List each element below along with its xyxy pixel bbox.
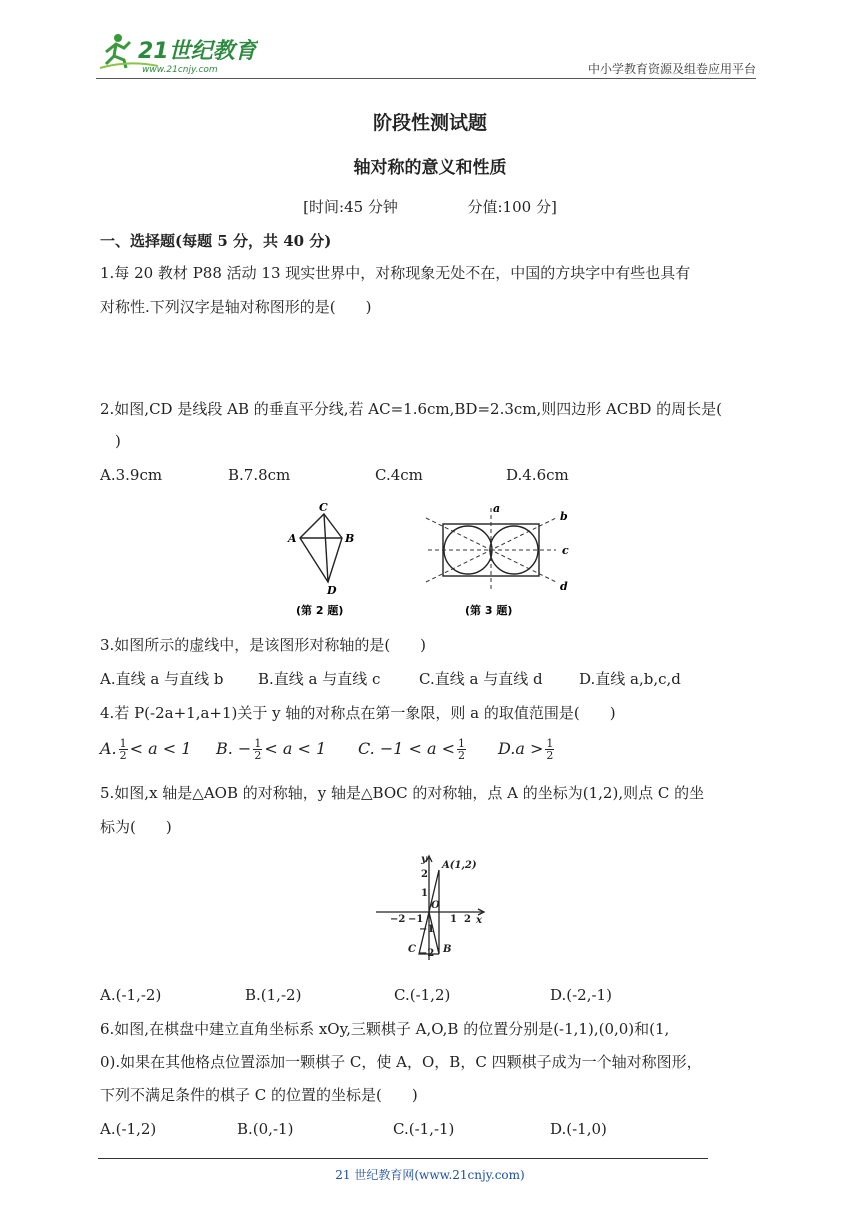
q3-option-d: D.直线 a,b,c,d — [579, 670, 681, 688]
q1-line2: 对称性.下列汉字是轴对称图形的是( ) — [100, 298, 372, 316]
section-heading: 一、选择题(每题 5 分，共 40 分) — [100, 232, 332, 250]
platform-name: 中小学教育资源及组卷应用平台 — [587, 62, 756, 76]
line-label-a: a — [493, 502, 501, 515]
line-label-d: d — [560, 580, 568, 593]
line-label-c: c — [562, 544, 569, 557]
q5-option-c: C.(-1,2) — [394, 986, 451, 1004]
q5-line2: 标为( ) — [100, 818, 172, 836]
q6-line1: 6.如图,在棋盘中建立直角坐标系 xOy,三颗棋子 A,O,B 的位置分别是(-1,1),(0,0)和(1, — [100, 1020, 670, 1038]
tick-x-neg1: −1 — [408, 914, 424, 925]
q6-option-c: C.(-1,-1) — [393, 1120, 455, 1138]
q4-line1: 4.若 P(-2a+1,a+1)关于 y 轴的对称点在第一象限，则 a 的取值范围是( ) — [100, 704, 616, 722]
q3-option-c: C.直线 a 与直线 d — [419, 670, 543, 688]
kite-label-c: C — [319, 501, 328, 514]
kite-label-a: A — [288, 532, 297, 545]
q2-option-b: B.7.8cm — [228, 466, 291, 484]
page-title: 阶段性测试题 — [372, 112, 487, 134]
tick-x-2: 2 — [464, 914, 471, 925]
tick-y-2: 2 — [421, 869, 428, 880]
origin-label: O — [431, 900, 440, 911]
tick-y-neg2: −2 — [419, 948, 435, 959]
coordinate-figure-q5 — [372, 852, 492, 966]
exam-meta — [0, 196, 860, 217]
point-b-label: B — [443, 944, 452, 955]
kite-label-b: B — [345, 532, 355, 545]
q3-option-b: B.直线 a 与直线 c — [258, 670, 381, 688]
footer-link[interactable]: 21 世纪教育网(www.21cnjy.com) — [335, 1168, 525, 1182]
q4-option-d: D.a > $\frac{1}{2}$ — [498, 737, 554, 762]
axis-label-x: x — [476, 915, 482, 926]
q5-option-a: A.(-1,-2) — [100, 986, 162, 1004]
q2-line1: 2.如图,CD 是线段 AB 的垂直平分线,若 AC=1.6cm,BD=2.3cm,则四边形 ACBD 的周长是( — [100, 400, 723, 418]
q6-option-b: B.(0,-1) — [237, 1120, 294, 1138]
header-divider — [96, 78, 756, 79]
svg-text:www.21cnjy.com: www.21cnjy.com — [142, 65, 218, 75]
q4-option-c: C. −1 < a < $\frac{1}{2}$ — [358, 737, 466, 762]
tick-y-1: 1 — [421, 888, 428, 899]
q1-line1: 1.每 20 教材 P88 活动 13 现实世界中，对称现象无处不在，中国的方块字中有些也具有 — [100, 264, 691, 282]
q2-option-c: C.4cm — [375, 466, 423, 484]
fig2-caption: (第 2 题) — [296, 604, 344, 617]
exam-score: 分值:100 分] — [467, 198, 557, 216]
q6-option-a: A.(-1,2) — [100, 1120, 157, 1138]
site-logo — [98, 30, 258, 78]
exam-time: [时间:45 分钟 — [303, 198, 398, 216]
q2-option-d: D.4.6cm — [506, 466, 569, 484]
q5-option-d: D.(-2,-1) — [550, 986, 612, 1004]
svg-text:21世纪教育: 21世纪教育 — [138, 39, 257, 64]
q5-line1: 5.如图,x 轴是△AOB 的对称轴，y 轴是△BOC 的对称轴，点 A 的坐标为(1,2),则点 C 的坐 — [100, 784, 705, 802]
tick-x-1: 1 — [450, 914, 457, 925]
fig3-caption: (第 3 题) — [465, 604, 513, 617]
kite-figure — [300, 514, 342, 582]
tick-x-neg2: −2 — [390, 914, 406, 925]
symmetry-lines — [426, 508, 556, 590]
line-label-b: b — [560, 510, 568, 523]
q6-line3: 下列不满足条件的棋子 C 的位置的坐标是( ) — [100, 1086, 418, 1104]
page-subtitle: 轴对称的意义和性质 — [353, 158, 507, 178]
tick-y-neg1: −1 — [419, 924, 435, 935]
q3-option-a: A.直线 a 与直线 b — [100, 670, 224, 688]
footer-divider — [98, 1158, 708, 1159]
q6-option-d: D.(-1,0) — [550, 1120, 607, 1138]
axis-label-y: y — [421, 854, 427, 865]
point-c-label: C — [408, 944, 416, 955]
q2-line2: ) — [100, 432, 121, 450]
figures-q2-q3 — [280, 498, 590, 622]
kite-label-d: D — [327, 584, 337, 597]
q4-option-a: A. $\frac{1}{2}$ < a < 1 — [100, 737, 192, 762]
q3-line1: 3.如图所示的虚线中，是该图形对称轴的是( ) — [100, 636, 427, 654]
q2-option-a: A.3.9cm — [100, 466, 163, 484]
point-a-label: A(1,2) — [442, 860, 477, 871]
q5-option-b: B.(1,-2) — [245, 986, 302, 1004]
q6-line2: 0).如果在其他格点位置添加一颗棋子 C，使 A，O，B，C 四颗棋子成为一个轴对称图形， — [100, 1053, 702, 1071]
runner-logo-icon — [98, 30, 258, 78]
q4-option-b: B. − $\frac{1}{2}$ < a < 1 — [216, 737, 327, 762]
